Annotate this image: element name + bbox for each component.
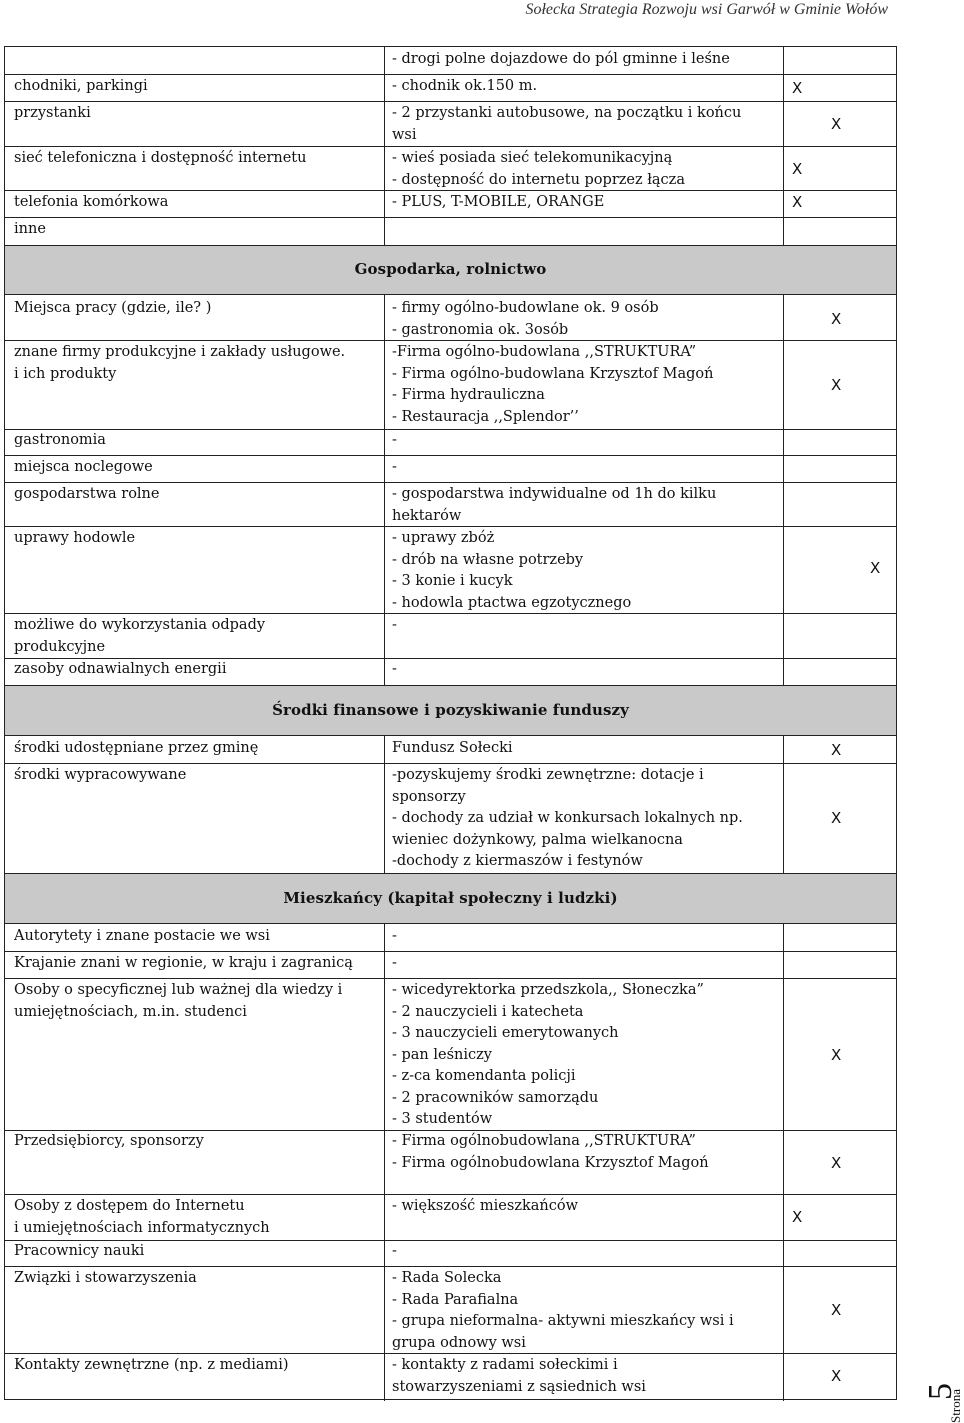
cell-label: Przedsiębiorcy, sponsorzy [14,1133,204,1149]
cell-value: - kontakty z radami sołeckimi i stowarzyszeniami z sąsiednich wsi [392,1357,646,1395]
strategy-table [4,46,897,1400]
check-mark: X [792,1208,803,1226]
running-header: Sołecka Strategia Rozwoju wsi Garwół w Gminie Wołów [525,1,888,18]
check-mark: X [831,809,842,827]
check-mark: X [870,559,881,577]
cell-label: telefonia komórkowa [14,194,169,210]
cell-label: Pracownicy nauki [14,1243,145,1259]
section-title: Gospodarka, rolnictwo [354,260,547,278]
cell-label: Związki i stowarzyszenia [14,1270,197,1286]
cell-value: - PLUS, T-MOBILE, ORANGE [392,194,605,210]
cell-label: środki wypracowywane [14,767,187,783]
check-mark: X [831,1301,842,1319]
cell-value: - [392,617,397,633]
cell-label: przystanki [14,105,91,121]
row-divider [5,1266,896,1267]
row-divider [5,340,896,341]
row-divider [5,74,896,75]
cell-label: Kontakty zewnętrzne (np. z mediami) [14,1357,289,1373]
section-title: Środki finansowe i pozyskiwanie funduszy [272,701,629,719]
cell-value: - [392,955,397,971]
cell-label: sieć telefoniczna i dostępność internetu [14,150,307,166]
column-divider [384,295,385,685]
cell-value: - [392,928,397,944]
cell-value: - 2 przystanki autobusowe, na początku i końcu wsi [392,105,742,143]
cell-label: gastronomia [14,432,106,448]
cell-value: -pozyskujemy środki zewnętrzne: dotacje i sponsorzy - dochody za udział w konkursach lokalnych np. wieniec dożynkowy, palma wielkanocna -dochody z kiermaszów i festynów [392,767,743,869]
cell-label: znane firmy produkcyjne i zakłady usługowe. i ich produkty [14,344,346,382]
cell-value: - [392,459,397,475]
check-mark: X [831,741,842,759]
cell-label: Osoby o specyficznej lub ważnej dla wiedzy i umiejętnościach, m.in. studenci [14,982,343,1020]
cell-value: - Firma ogólnobudowlana ,,STRUKTURA” - Firma ogólnobudowlana Krzysztof Magoń [392,1133,709,1171]
cell-label: inne [14,221,46,237]
cell-label: Osoby z dostępem do Internetu i umiejętnościach informatycznych [14,1198,270,1236]
check-mark: X [831,310,842,328]
row-divider [5,101,896,102]
cell-value: - wicedyrektorka przedszkola,, Słoneczka” - 2 nauczycieli i katecheta - 3 nauczycieli emerytowanych - pan leśniczy - z-ca komendanta policji - 2 pracowników samorządu - 3 studentów [392,982,704,1127]
cell-value: - [392,661,397,677]
check-mark: X [792,193,803,211]
cell-value: - większość mieszkańców [392,1198,578,1214]
row-divider [5,978,896,979]
page-number-value: 5 [922,1383,959,1400]
cell-value: - drogi polne dojazdowe do pól gminne i leśne [392,51,730,67]
check-mark: X [792,160,803,178]
row-divider [5,1353,896,1354]
check-mark: X [831,376,842,394]
cell-value: - Rada Solecka - Rada Parafialna - grupa nieformalna- aktywni mieszkańcy wsi i grupa odnowy wsi [392,1270,734,1351]
cell-value: - chodnik ok.150 m. [392,78,538,94]
section-band-finance [5,685,896,736]
cell-label: środki udostępniane przez gminę [14,740,259,756]
row-divider [5,1194,896,1195]
section-title: Mieszkańcy (kapitał społeczny i ludzki) [283,889,618,907]
section-band-residents [5,873,896,924]
cell-label: chodniki, parkingi [14,78,148,94]
cell-value: - [392,1243,397,1259]
cell-value: -Firma ogólno-budowlana ,,STRUKTURA” - Firma ogólno-budowlana Krzysztof Magoń - Firma hydrauliczna - Restauracja ,,Splendor’’ [392,344,714,425]
check-mark: X [831,115,842,133]
cell-label: gospodarstwa rolne [14,486,160,502]
cell-value: - [392,432,397,448]
row-divider [5,190,896,191]
cell-label: Autorytety i znane postacie we wsi [14,928,270,944]
section-band-economy [5,245,896,295]
cell-label: Miejsca pracy (gdzie, ile? ) [14,300,212,316]
row-divider [5,763,896,764]
cell-label: zasoby odnawialnych energii [14,661,227,677]
column-divider [384,47,385,265]
check-mark: X [831,1046,842,1064]
cell-label: możliwe do wykorzystania odpady produkcyjne [14,617,266,655]
column-divider [384,736,385,873]
cell-value: - uprawy zbóż - drób na własne potrzeby - 3 konie i kucyk - hodowla ptactwa egzotycznego [392,530,632,611]
row-divider [5,455,896,456]
check-mark: X [831,1154,842,1172]
row-divider [5,482,896,483]
cell-value: - wieś posiada sieć telekomunikacyjną - dostępność do internetu poprzez łącza [392,150,685,188]
page-number-label: Strona [948,1389,963,1423]
row-divider [5,613,896,614]
check-mark: X [792,79,803,97]
cell-value: - firmy ogólno-budowlane ok. 9 osób - gastronomia ok. 3osób [392,300,659,338]
cell-value: Fundusz Sołecki [392,740,513,756]
page-number [918,1321,963,1423]
row-divider [5,217,896,218]
column-divider [384,924,385,1401]
cell-label: Krajanie znani w regionie, w kraju i zagranicą [14,955,353,971]
row-divider [5,951,896,952]
cell-label: miejsca noclegowe [14,459,153,475]
cell-label: uprawy hodowle [14,530,136,546]
check-mark: X [831,1367,842,1385]
cell-value: - gospodarstwa indywidualne od 1h do kilku hektarów [392,486,717,524]
row-divider [5,146,896,147]
row-divider [5,526,896,527]
